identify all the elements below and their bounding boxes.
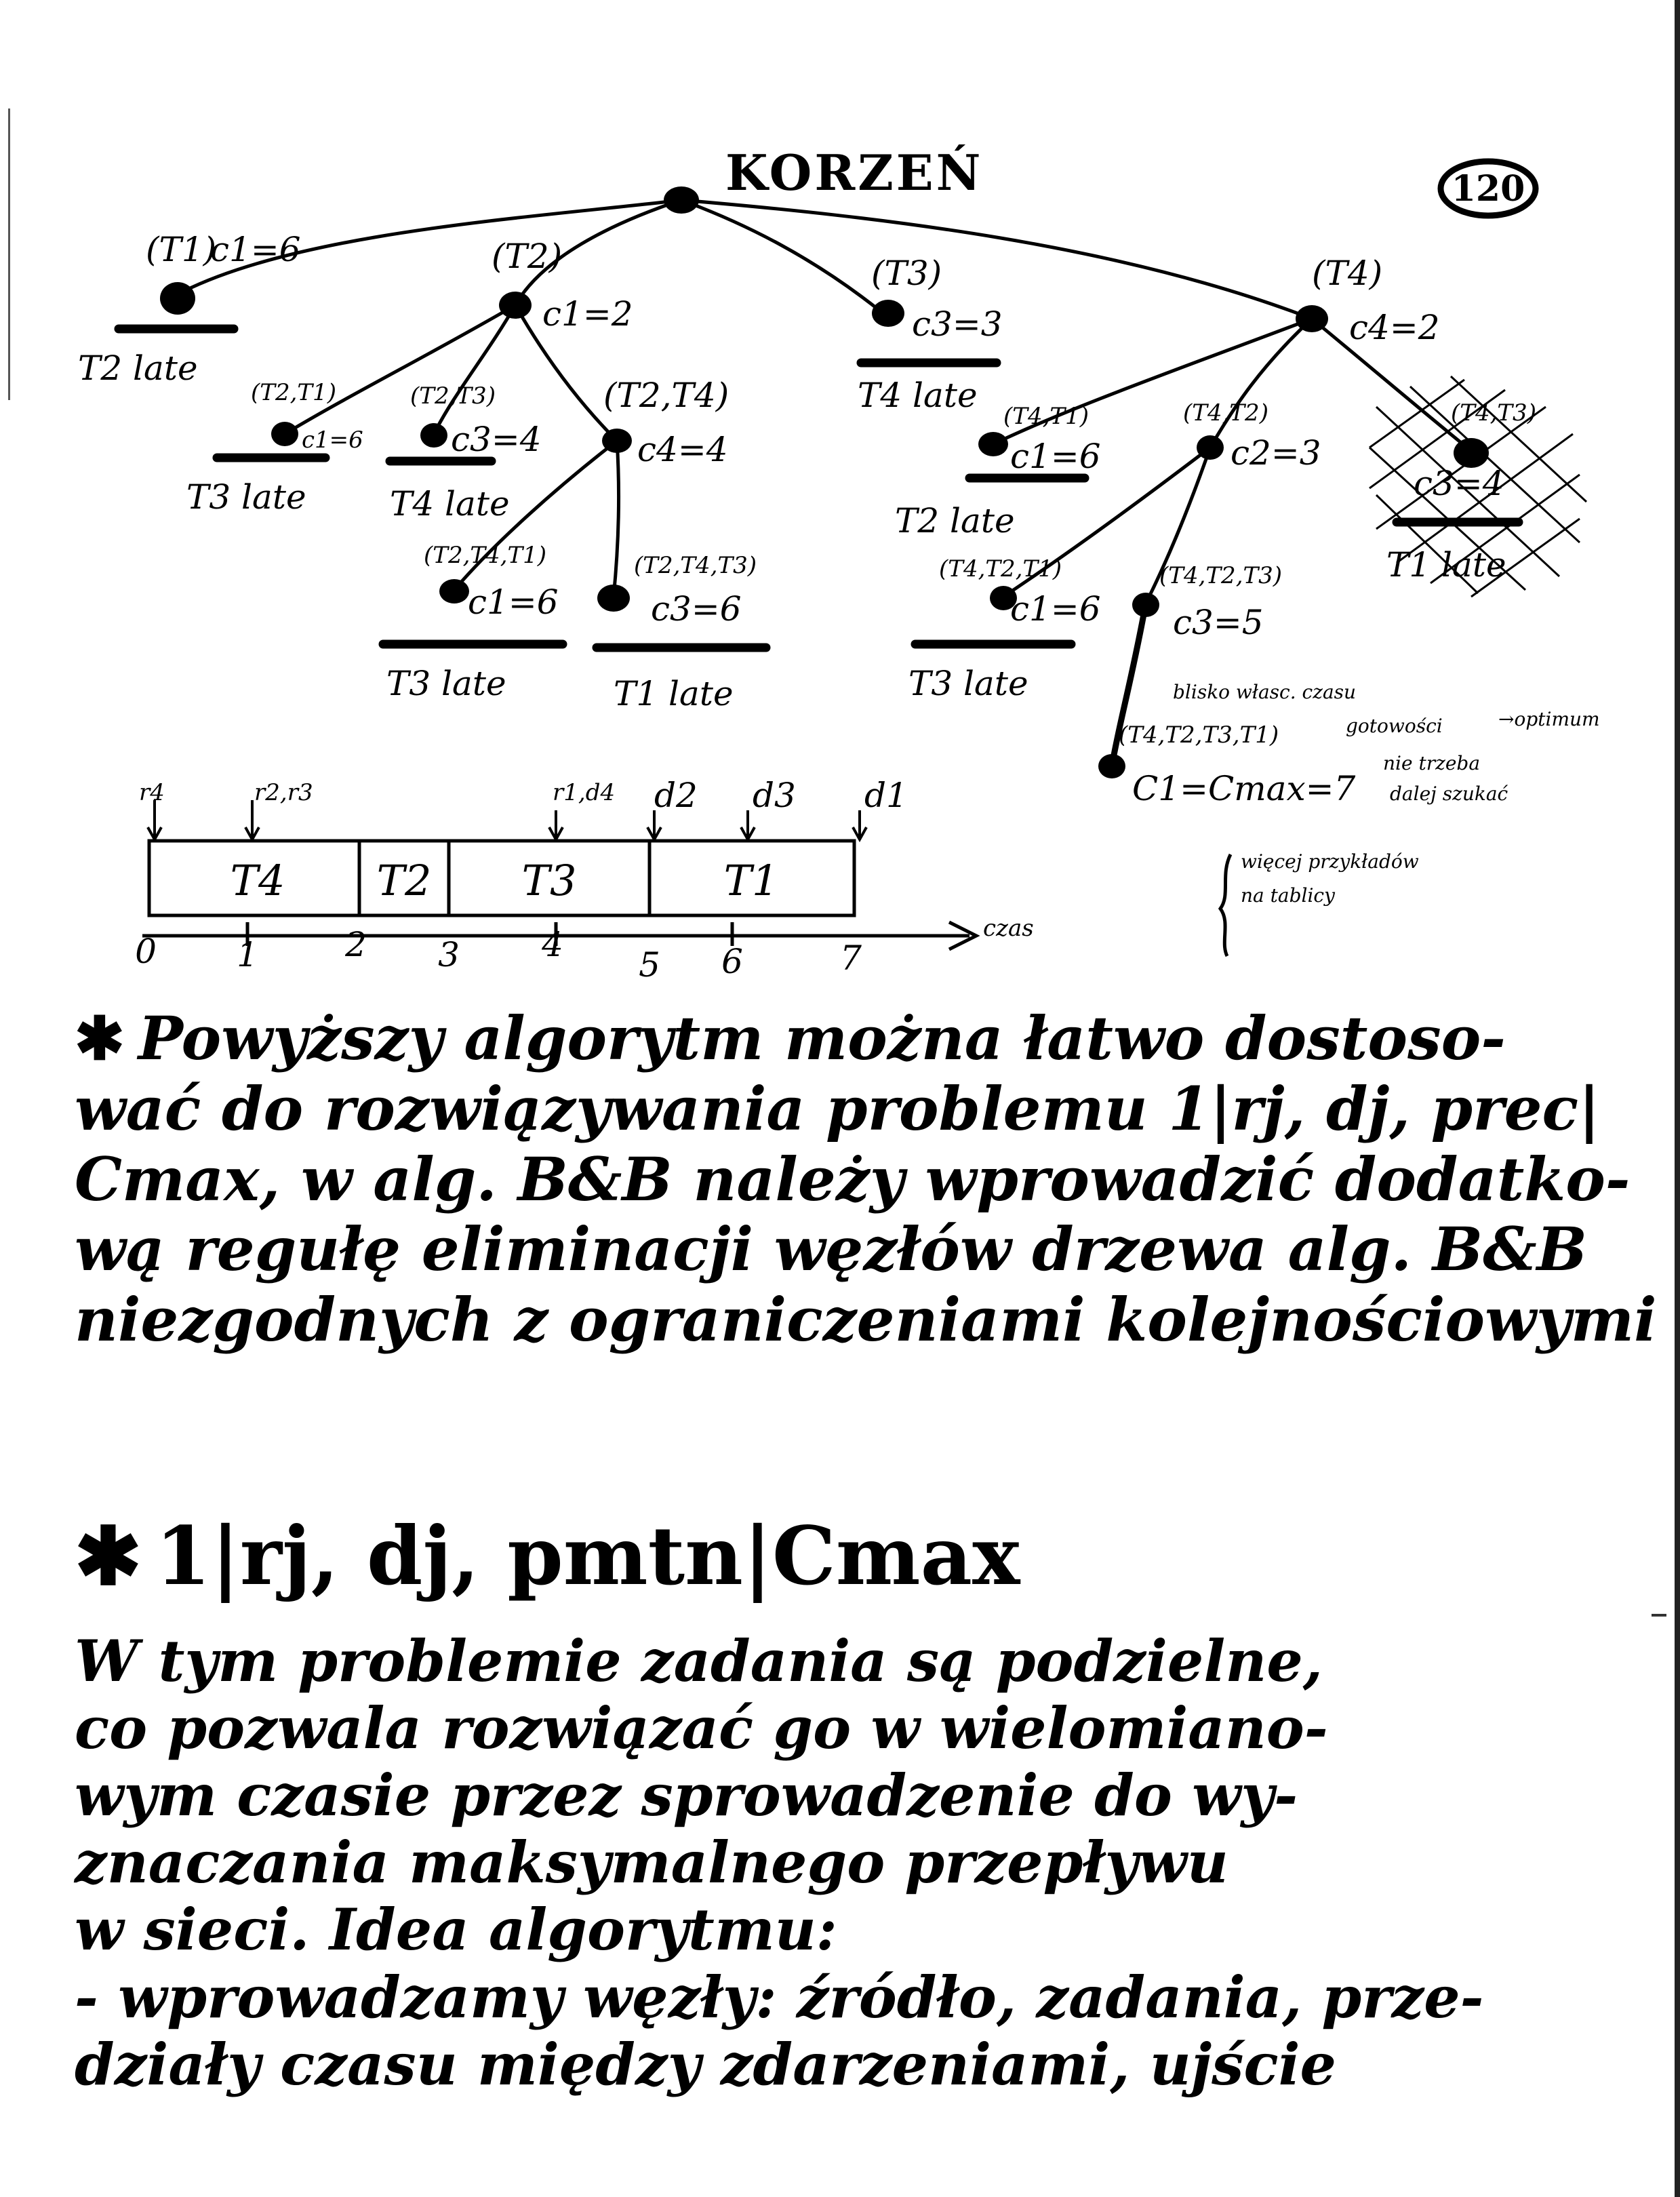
- tick-2: 2: [345, 925, 367, 964]
- label-t4t3-seq: (T4,T3): [1451, 399, 1536, 427]
- note-gotowosci: gotowości: [1346, 715, 1443, 737]
- note-blisko: blisko własc. czasu: [1173, 681, 1357, 703]
- label-t2t3-seq: (T2,T3): [410, 382, 496, 410]
- paragraph-pmtn: [75, 1627, 1607, 2098]
- label-t2t4-seq: (T2,T4): [603, 376, 729, 415]
- label-t4t2t1-cost: c1=6: [1010, 589, 1101, 629]
- root-label: KORZEŃ: [725, 144, 984, 201]
- label-t2t4t3-late: T1 late: [614, 674, 734, 713]
- node-t3: [872, 300, 904, 327]
- label-t4t1-late: T2 late: [895, 501, 1015, 540]
- para2-line-6: - wprowadzamy węzły: źródło, zadania, prze-: [75, 1963, 1484, 2031]
- para2-line-4: znaczania maksymalnego przepływu: [75, 1829, 1228, 1897]
- node-t1: [160, 282, 195, 315]
- gantt-marker-r2r3: r2,r3: [254, 779, 313, 806]
- label-t2t1-seq: (T2,T1): [251, 379, 336, 406]
- gantt-marker-d3: d3: [753, 776, 796, 815]
- para1-line-4: wą regułę eliminacji węzłów drzewa alg. B&B: [75, 1214, 1588, 1285]
- scan-right-mark: [1652, 1614, 1666, 1617]
- label-t4t2-cost: c2=3: [1231, 433, 1321, 473]
- label-t2-cost: c1=2: [542, 294, 633, 334]
- gantt-task-t2: T2: [376, 856, 432, 905]
- label-t4t2t1-late: T3 late: [908, 664, 1028, 703]
- node-t4t2t3: [1132, 593, 1159, 617]
- para2-line-7: działy czasu między zdarzeniami, ujście: [75, 2030, 1336, 2098]
- node-t4t2: [1197, 435, 1224, 460]
- gantt-task-t3: T3: [521, 856, 577, 905]
- edge-t2t4-t2t4t3: [614, 441, 618, 597]
- label-t4t1-cost: c1=6: [1010, 437, 1101, 476]
- para2-line-2: co pozwala rozwiązać go w wielomiano-: [75, 1695, 1328, 1762]
- node-t2t3: [420, 423, 447, 448]
- label-t4-cost: c4=2: [1349, 308, 1440, 347]
- page-number: 120: [1451, 168, 1525, 210]
- gantt-marker-d1: d1: [864, 776, 908, 815]
- gantt-marker-r1d4: r1,d4: [553, 779, 616, 806]
- label-t2t4t3-cost: c3=6: [651, 589, 742, 629]
- label-t2t4-cost: c4=4: [637, 430, 728, 469]
- label-t4t3-late: T1 late: [1386, 545, 1506, 585]
- gantt-task-t4: T4: [230, 856, 285, 905]
- node-final: [1098, 754, 1125, 778]
- tick-7: 7: [840, 938, 862, 978]
- label-final-seq: (T4,T2,T3,T1): [1119, 721, 1279, 749]
- edge-root-t4: [681, 200, 1312, 319]
- label-t2t1-cost: c1=6: [302, 427, 363, 454]
- node-t2: [499, 292, 532, 319]
- label-t3-seq: (T3): [871, 254, 942, 293]
- node-t2t4: [602, 429, 632, 453]
- tick-0: 0: [135, 932, 157, 971]
- note-brace: [1220, 854, 1231, 956]
- note-wiecej: więcej przykładów: [1241, 850, 1419, 873]
- note-dalej: dalej szukać: [1390, 783, 1508, 805]
- asterisk-icon: ✱: [75, 1509, 142, 1603]
- tick-3: 3: [438, 935, 460, 974]
- label-t4t1-seq: (T4,T1): [1003, 403, 1089, 430]
- edge-t2-t2t3: [434, 305, 515, 434]
- label-t2t3-cost: c3=4: [451, 420, 542, 459]
- label-final-cost: C1=Cmax=7: [1132, 769, 1356, 808]
- label-t1-late: T2 late: [78, 349, 198, 388]
- gantt-marker-r4: r4: [139, 779, 165, 806]
- node-t4t1: [978, 432, 1008, 456]
- label-t1-seq: (T1): [146, 230, 217, 269]
- para1-line-5: niezgodnych z ograniczeniami kolejnościowymi: [75, 1284, 1657, 1355]
- gantt-task-t1: T1: [723, 856, 779, 905]
- label-t2t4t1-cost: c1=6: [468, 582, 559, 622]
- label-t2t3-late: T4 late: [390, 484, 510, 523]
- late-bars: [119, 329, 1519, 648]
- note-nie-trzeba: nie trzeba: [1383, 752, 1481, 774]
- label-t1-cost: c1=6: [210, 230, 301, 269]
- node-t4: [1296, 305, 1328, 332]
- root-node: [664, 186, 699, 214]
- para2-line-5: w sieci. Idea algorytmu:: [75, 1896, 837, 1964]
- section-heading-text: 1|rj, dj, pmtn|Cmax: [155, 1509, 1020, 1603]
- label-t2t1-late: T3 late: [186, 477, 306, 517]
- para2-line-3: wym czasie przez sprowadzenie do wy-: [75, 1762, 1298, 1829]
- section-heading-pmtn: [75, 1509, 1607, 1603]
- label-t4-seq: (T4): [1312, 254, 1383, 293]
- label-t2t4t1-seq: (T2,T4,T1): [424, 542, 547, 569]
- para1-line-2: wać do rozwiązywania problemu 1|rj, dj, prec|: [75, 1073, 1601, 1144]
- label-t3-cost: c3=3: [912, 304, 1003, 344]
- node-t2t1: [271, 422, 298, 446]
- gantt-marker-d2: d2: [654, 776, 698, 815]
- label-t4t2-seq: (T4,T2): [1183, 399, 1268, 427]
- label-t3-late: T4 late: [858, 376, 978, 415]
- tick-4: 4: [542, 925, 563, 964]
- paragraph-bb-precedence: [75, 1003, 1657, 1355]
- tick-5: 5: [639, 945, 660, 985]
- label-t4t2t1-seq: (T4,T2,T1): [939, 555, 1062, 582]
- tick-6: 6: [721, 942, 743, 981]
- label-t4t3-cost: c3=4: [1414, 464, 1504, 503]
- para1-line-3: Cmax, w alg. B&B należy wprowadzić dodatko-: [75, 1143, 1631, 1214]
- node-t2t4t3: [597, 585, 630, 612]
- label-t2t4t3-seq: (T2,T4,T3): [634, 552, 757, 579]
- para1-line-1: ✱ Powyższy algorytm można łatwo dostoso-: [75, 1003, 1506, 1073]
- label-t2t4t1-late: T3 late: [386, 664, 506, 703]
- para2-line-1: W tym problemie zadania są podzielne,: [75, 1627, 1323, 1695]
- note-optimum: →optimum: [1498, 708, 1600, 730]
- label-t2-seq: (T2): [492, 237, 563, 276]
- label-t4t2t3-cost: c3=5: [1173, 603, 1264, 642]
- label-t4t2t3-seq: (T4,T2,T3): [1159, 562, 1283, 589]
- edge-t2-t2t1: [285, 305, 515, 434]
- asterisk-icon: ✱: [75, 1003, 125, 1073]
- tick-1: 1: [237, 935, 258, 974]
- branch-and-bound-tree: [0, 0, 1680, 990]
- note-tablicy: na tablicy: [1241, 884, 1335, 907]
- time-axis-label: czas: [983, 915, 1034, 942]
- node-t2t4t1: [439, 579, 469, 603]
